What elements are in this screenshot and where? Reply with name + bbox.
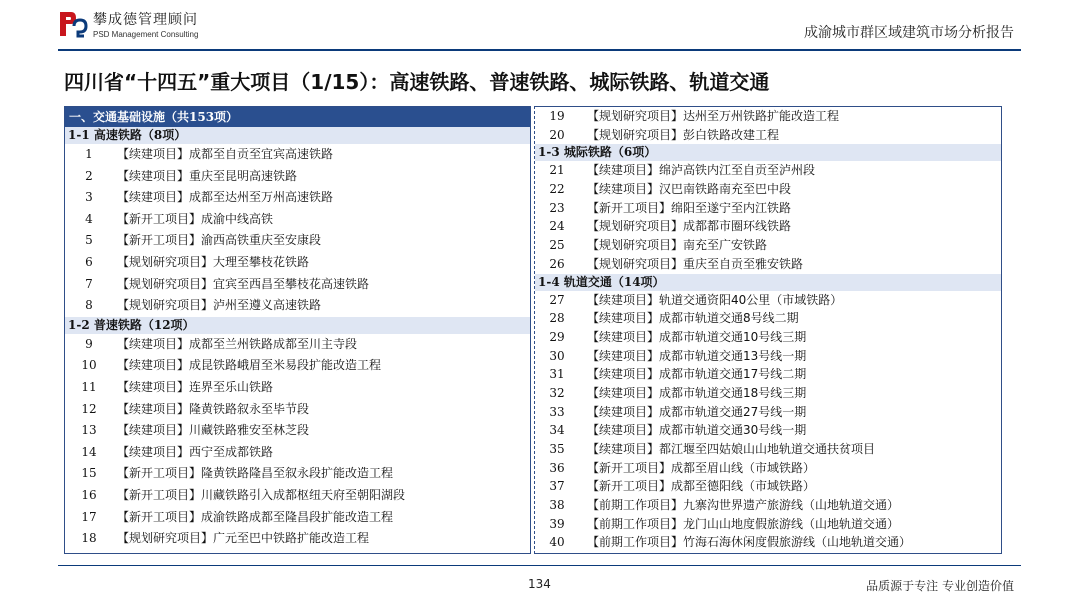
list-item <box>65 187 530 209</box>
section-header-high-speed-rail: 1-1 高速铁路（8项） <box>65 127 530 144</box>
list-item <box>65 230 530 252</box>
list-item <box>65 377 530 399</box>
item-number: 23 <box>549 200 565 215</box>
item-text: 【续建项目】连界至乐山铁路 <box>117 379 274 394</box>
item-number: 37 <box>549 479 565 494</box>
item-text: 【续建项目】成都市轨道交通30号线一期 <box>587 423 807 438</box>
list-item <box>535 533 1001 552</box>
item-text: 【续建项目】汉巴南铁路南充至巴中段 <box>587 182 792 197</box>
item-number: 19 <box>549 109 565 123</box>
item-text: 【续建项目】轨道交通资阳40公里（市域铁路） <box>587 292 843 307</box>
item-number: 34 <box>549 423 565 438</box>
item-text: 【续建项目】成都至兰州铁路成都至川主寺段 <box>117 336 358 351</box>
item-text: 【续建项目】成都至自贡至宜宾高速铁路 <box>117 147 334 161</box>
item-text: 【续建项目】成都市轨道交通27号线一期 <box>587 404 807 419</box>
list-item <box>535 477 1001 496</box>
list-item <box>535 496 1001 515</box>
item-text: 【新开工项目】成渝中线高铁 <box>117 211 274 226</box>
item-number: 28 <box>549 311 565 326</box>
section-header-conventional-rail: 1-2 普速铁路（12项） <box>65 317 530 334</box>
company-name: 攀成德管理顾问 <box>93 12 198 28</box>
left-table-panel <box>64 106 531 554</box>
list-item <box>535 236 1001 255</box>
list-item <box>535 421 1001 440</box>
item-text: 【续建项目】成昆铁路峨眉至米易段扩能改造工程 <box>117 358 382 373</box>
list-item <box>65 252 530 274</box>
continued-list-conventional-rail <box>535 107 1001 144</box>
section-list-intercity-rail <box>535 161 1001 273</box>
list-item <box>65 295 530 317</box>
item-text: 【规划研究项目】彭白铁路改建工程 <box>587 127 780 142</box>
list-item <box>535 180 1001 199</box>
item-text: 【续建项目】成都市轨道交通8号线二期 <box>587 311 799 326</box>
list-item <box>535 403 1001 422</box>
section-list-conventional-rail <box>65 334 530 550</box>
item-number: 8 <box>85 298 93 313</box>
list-item <box>535 515 1001 534</box>
item-number: 1 <box>85 147 93 161</box>
list-item <box>535 309 1001 328</box>
item-number: 7 <box>85 276 93 291</box>
item-number: 31 <box>549 367 565 382</box>
item-text: 【规划研究项目】重庆至自贡至雅安铁路 <box>587 256 804 271</box>
category-header: 一、交通基础设施（共153项） <box>65 107 530 127</box>
item-text: 【续建项目】绵泸高铁内江至自贡至泸州段 <box>587 163 816 178</box>
item-number: 27 <box>549 292 565 307</box>
item-number: 9 <box>85 336 93 351</box>
item-text: 【新开工项目】渝西高铁重庆至安康段 <box>117 233 322 248</box>
item-number: 10 <box>81 358 97 373</box>
section-header-rail-transit: 1-4 轨道交通（14项） <box>535 274 1001 291</box>
item-number: 3 <box>85 190 93 205</box>
item-text: 【续建项目】川藏铁路雅安至林芝段 <box>117 423 310 438</box>
footer-divider <box>58 565 1021 566</box>
item-number: 25 <box>549 238 565 253</box>
page-number: 134 <box>528 577 551 591</box>
item-text: 【前期工作项目】九寨沟世界遗产旅游线（山地轨道交通） <box>587 498 900 513</box>
footer-slogan: 品质源于专注 专业创造价值 <box>866 579 1014 593</box>
item-number: 32 <box>549 385 565 400</box>
list-item <box>535 255 1001 274</box>
list-item <box>65 420 530 442</box>
item-text: 【新开工项目】绵阳至遂宁至内江铁路 <box>587 200 792 215</box>
item-text: 【续建项目】西宁至成都铁路 <box>117 444 274 459</box>
item-number: 21 <box>549 163 565 178</box>
list-item <box>65 274 530 296</box>
page-header <box>0 0 1080 50</box>
item-text: 【新开工项目】成渝铁路成都至隆昌段扩能改造工程 <box>117 509 394 524</box>
item-text: 【规划研究项目】广元至巴中铁路扩能改造工程 <box>117 531 370 546</box>
list-item <box>65 144 530 166</box>
list-item <box>535 161 1001 180</box>
list-item <box>535 459 1001 478</box>
item-text: 【续建项目】隆黄铁路叙永至毕节段 <box>117 401 310 416</box>
list-item <box>535 365 1001 384</box>
item-number: 35 <box>549 442 565 456</box>
list-item <box>535 107 1001 126</box>
list-item <box>535 126 1001 145</box>
list-item <box>65 442 530 464</box>
item-number: 15 <box>81 466 97 481</box>
list-item <box>535 440 1001 459</box>
item-text: 【规划研究项目】南充至广安铁路 <box>587 238 768 253</box>
item-number: 17 <box>81 509 97 524</box>
list-item <box>65 334 530 356</box>
list-item <box>535 328 1001 347</box>
list-item <box>535 384 1001 403</box>
right-table-panel <box>534 106 1002 554</box>
item-number: 30 <box>549 348 565 363</box>
list-item <box>65 399 530 421</box>
company-name-english: PSD Management Consulting <box>93 30 199 39</box>
item-text: 【续建项目】成都至达州至万州高速铁路 <box>117 190 334 205</box>
item-text: 【续建项目】成都市轨道交通10号线三期 <box>587 329 807 344</box>
header-divider <box>58 49 1021 51</box>
item-number: 33 <box>549 404 565 419</box>
company-logo-icon <box>56 8 88 40</box>
section-header-intercity-rail: 1-3 城际铁路（6项） <box>535 144 1001 161</box>
list-item <box>65 463 530 485</box>
item-number: 40 <box>549 535 565 550</box>
item-text: 【前期工作项目】龙门山山地度假旅游线（山地轨道交通） <box>587 516 900 531</box>
item-number: 12 <box>81 401 97 416</box>
item-number: 24 <box>549 219 565 234</box>
list-item <box>65 507 530 529</box>
item-text: 【规划研究项目】成都都市圈环线铁路 <box>587 219 792 234</box>
item-number: 38 <box>549 498 565 513</box>
item-number: 6 <box>85 254 93 269</box>
section-list-high-speed-rail <box>65 144 530 317</box>
item-text: 【规划研究项目】大理至攀枝花铁路 <box>117 254 310 269</box>
item-number: 29 <box>549 329 565 344</box>
item-text: 【续建项目】成都市轨道交通18号线三期 <box>587 385 807 400</box>
item-text: 【续建项目】成都市轨道交通17号线二期 <box>587 367 807 382</box>
item-number: 4 <box>85 211 93 226</box>
list-item <box>535 217 1001 236</box>
list-item <box>65 209 530 231</box>
item-text: 【续建项目】重庆至昆明高速铁路 <box>117 168 298 183</box>
section-list-rail-transit <box>535 291 1001 553</box>
list-item <box>535 199 1001 218</box>
list-item <box>535 347 1001 366</box>
item-text: 【前期工作项目】竹海石海休闲度假旅游线（山地轨道交通） <box>587 535 912 550</box>
list-item <box>535 291 1001 310</box>
item-text: 【新开工项目】川藏铁路引入成都枢纽天府至朝阳湖段 <box>117 487 406 502</box>
item-number: 22 <box>549 182 565 197</box>
item-text: 【规划研究项目】泸州至遵义高速铁路 <box>117 298 322 313</box>
item-number: 2 <box>85 168 93 183</box>
list-item <box>65 355 530 377</box>
item-text: 【规划研究项目】达州至万州铁路扩能改造工程 <box>587 109 840 123</box>
item-text: 【新开工项目】成都至眉山线（市域铁路） <box>587 460 816 475</box>
list-item <box>65 166 530 188</box>
item-number: 20 <box>549 127 565 142</box>
list-item <box>65 528 530 550</box>
item-text: 【续建项目】成都市轨道交通13号线一期 <box>587 348 807 363</box>
item-number: 26 <box>549 256 565 271</box>
item-text: 【新开工项目】隆黄铁路隆昌至叙永段扩能改造工程 <box>117 466 394 481</box>
item-text: 【续建项目】都江堰至四姑娘山山地轨道交通扶贫项目 <box>587 442 876 456</box>
item-number: 16 <box>81 487 97 502</box>
list-item <box>65 485 530 507</box>
item-text: 【新开工项目】成都至德阳线（市域铁路） <box>587 479 816 494</box>
item-number: 39 <box>549 516 565 531</box>
report-title: 成渝城市群区域建筑市场分析报告 <box>804 25 1014 41</box>
item-number: 11 <box>81 379 97 394</box>
item-number: 14 <box>81 444 97 459</box>
item-number: 13 <box>81 423 97 438</box>
item-text: 【规划研究项目】宜宾至西昌至攀枝花高速铁路 <box>117 276 370 291</box>
item-number: 5 <box>85 233 93 248</box>
item-number: 36 <box>549 460 565 475</box>
item-number: 18 <box>81 531 97 546</box>
page-title: 四川省“十四五”重大项目（1/15）：高速铁路、普速铁路、城际铁路、轨道交通 <box>64 70 770 94</box>
